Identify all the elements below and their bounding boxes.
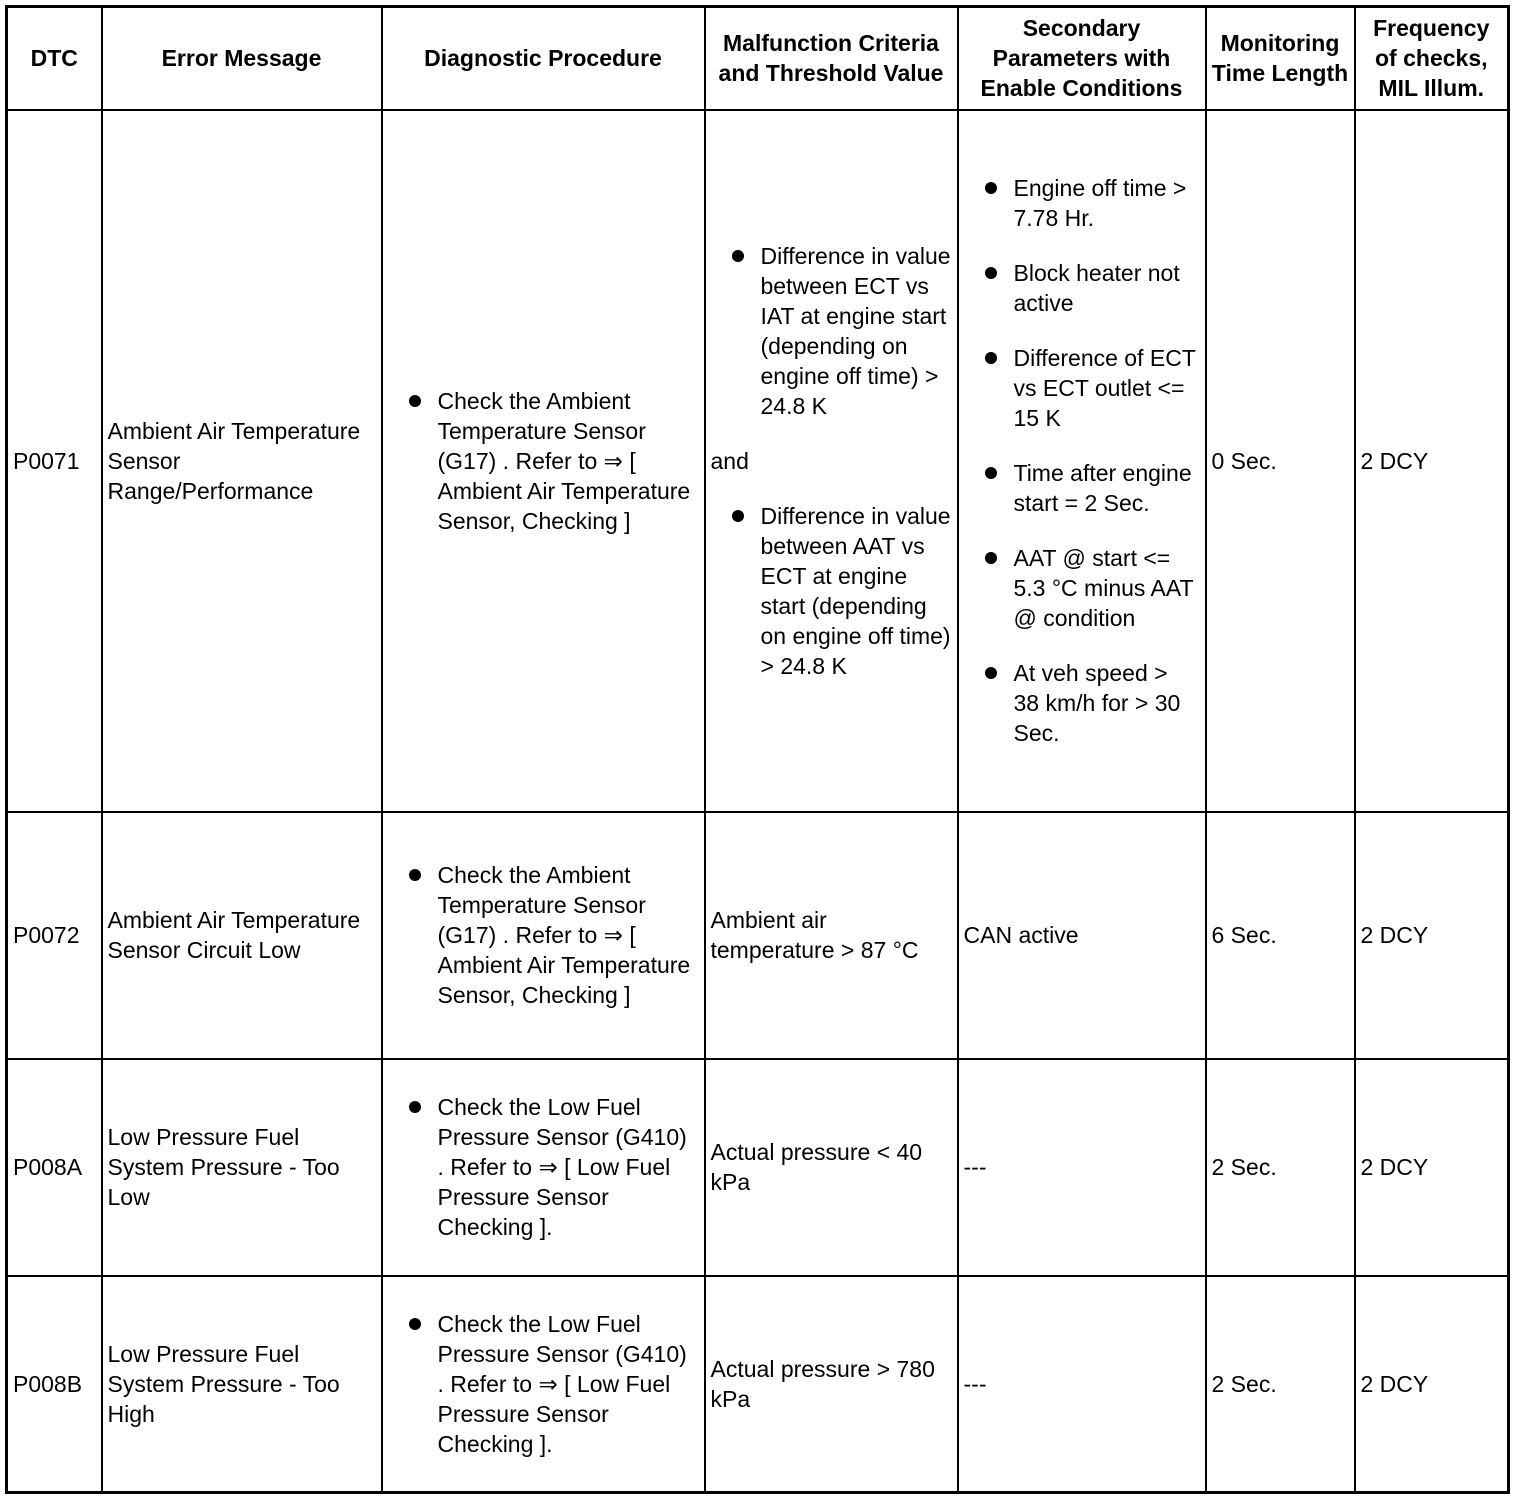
- header-diagnostic-procedure: Diagnostic Procedure: [382, 7, 705, 110]
- header-error-message: Error Message: [102, 7, 382, 110]
- diagnostic-procedure: [382, 1059, 705, 1276]
- malfunction-item: Difference in value between AAT vs ECT at engine start (depending on engine off time) > 24.8 K: [711, 501, 952, 681]
- secondary-parameters: CAN active: [958, 812, 1206, 1059]
- header-monitoring-time: Monitoring Time Length: [1206, 7, 1355, 110]
- dtc-code: P008A: [7, 1059, 102, 1276]
- secondary-parameters: ---: [958, 1276, 1206, 1493]
- frequency: 2 DCY: [1355, 1276, 1509, 1493]
- monitoring-time: 6 Sec.: [1206, 812, 1355, 1059]
- monitoring-time: 2 Sec.: [1206, 1276, 1355, 1493]
- table-row: [7, 110, 1509, 812]
- error-message: Low Pressure Fuel System Pressure - Too High: [102, 1276, 382, 1493]
- secondary-parameters: [958, 110, 1206, 812]
- diagnostic-procedure: [382, 812, 705, 1059]
- monitoring-time: 0 Sec.: [1206, 110, 1355, 812]
- malfunction-item: Difference in value between ECT vs IAT at engine start (depending on engine off time) > 24.8 K: [711, 241, 952, 421]
- table-row: [7, 1059, 1509, 1276]
- malfunction-criteria: Actual pressure < 40 kPa: [705, 1059, 958, 1276]
- procedure-step: Check the Low Fuel Pressure Sensor (G410) . Refer to ⇒ [ Low Fuel Pressure Sensor Checking ].: [388, 1092, 699, 1242]
- malfunction-criteria: Ambient air temperature > 87 °C: [705, 812, 958, 1059]
- enable-condition: Engine off time > 7.78 Hr.: [964, 173, 1200, 233]
- diagnostic-procedure: [382, 110, 705, 812]
- malfunction-criteria: [705, 110, 958, 812]
- monitoring-time: 2 Sec.: [1206, 1059, 1355, 1276]
- table-row: [7, 1276, 1509, 1493]
- error-message: Ambient Air Temperature Sensor Circuit Low: [102, 812, 382, 1059]
- dtc-code: P0071: [7, 110, 102, 812]
- error-message: Ambient Air Temperature Sensor Range/Performance: [102, 110, 382, 812]
- enable-condition: Difference of ECT vs ECT outlet <= 15 K: [964, 343, 1200, 433]
- malfunction-criteria: Actual pressure > 780 kPa: [705, 1276, 958, 1493]
- header-row: [7, 7, 1509, 110]
- dtc-code: P0072: [7, 812, 102, 1059]
- enable-condition: Block heater not active: [964, 258, 1200, 318]
- secondary-parameters: ---: [958, 1059, 1206, 1276]
- procedure-step: Check the Ambient Temperature Sensor (G17) . Refer to ⇒ [ Ambient Air Temperature Sensor, Checking ]: [388, 860, 699, 1010]
- procedure-step: Check the Ambient Temperature Sensor (G17) . Refer to ⇒ [ Ambient Air Temperature Sensor, Checking ]: [388, 386, 699, 536]
- procedure-step: Check the Low Fuel Pressure Sensor (G410) . Refer to ⇒ [ Low Fuel Pressure Sensor Checking ].: [388, 1309, 699, 1459]
- enable-condition: At veh speed > 38 km/h for > 30 Sec.: [964, 658, 1200, 748]
- dtc-code: P008B: [7, 1276, 102, 1493]
- enable-condition: AAT @ start <= 5.3 °C minus AAT @ condition: [964, 543, 1200, 633]
- header-dtc: DTC: [7, 7, 102, 110]
- header-secondary-parameters: Secondary Parameters with Enable Conditions: [958, 7, 1206, 110]
- frequency: 2 DCY: [1355, 812, 1509, 1059]
- header-malfunction-criteria: Malfunction Criteria and Threshold Value: [705, 7, 958, 110]
- frequency: 2 DCY: [1355, 110, 1509, 812]
- table-row: [7, 812, 1509, 1059]
- header-frequency: Frequency of checks, MIL Illum.: [1355, 7, 1509, 110]
- malfunction-connector: and: [710, 447, 749, 474]
- error-message: Low Pressure Fuel System Pressure - Too Low: [102, 1059, 382, 1276]
- enable-condition: Time after engine start = 2 Sec.: [964, 458, 1200, 518]
- diagnostic-procedure: [382, 1276, 705, 1493]
- dtc-table: [5, 5, 1510, 1494]
- frequency: 2 DCY: [1355, 1059, 1509, 1276]
